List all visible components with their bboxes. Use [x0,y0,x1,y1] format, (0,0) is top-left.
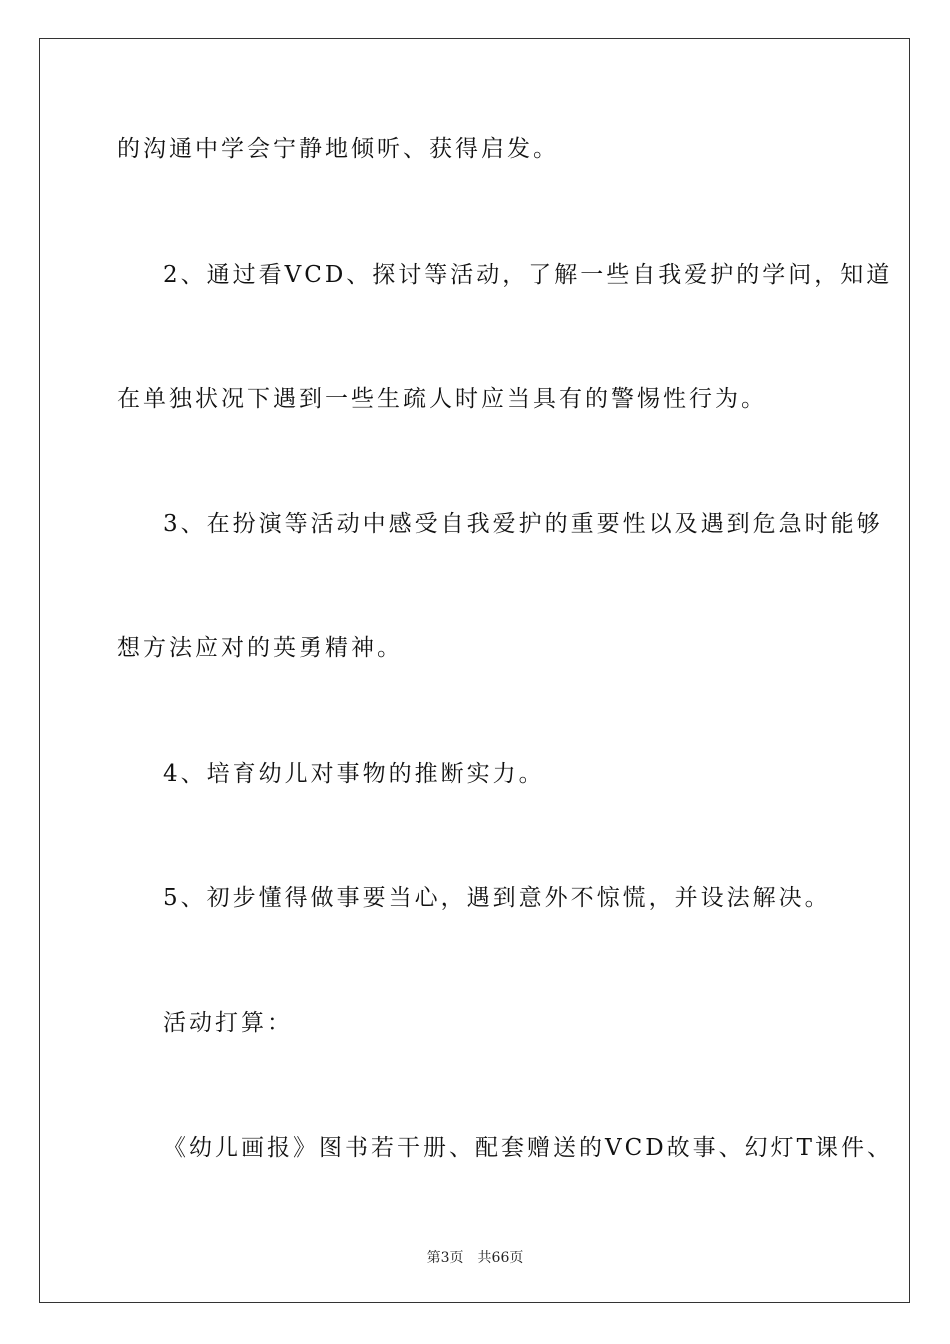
paragraph-line-2: 2、通过看VCD、探讨等活动，了解一些自我爱护的学问，知道 [163,262,893,288]
paragraph-line-3: 在单独状况下遇到一些生疏人时应当具有的警惕性行为。 [117,386,767,412]
section-heading: 活动打算： [163,1010,293,1036]
paragraph-line-1: 的沟通中学会宁静地倾听、获得启发。 [117,136,559,162]
page-border [39,38,910,1303]
page-footer [0,1247,950,1267]
paragraph-line-6: 4、培育幼儿对事物的推断实力。 [163,761,545,787]
paragraph-line-4: 3、在扮演等活动中感受自我爱护的重要性以及遇到危急时能够 [163,511,883,537]
paragraph-line-7: 5、初步懂得做事要当心，遇到意外不惊慌，并设法解决。 [163,885,831,911]
total-pages: 共66页 [477,1250,524,1266]
paragraph-line-8: 《幼儿画报》图书若干册、配套赠送的VCD故事、幻灯T课件、 [163,1135,893,1161]
page-number: 第3页 [426,1250,464,1266]
paragraph-line-5: 想方法应对的英勇精神。 [117,635,403,661]
